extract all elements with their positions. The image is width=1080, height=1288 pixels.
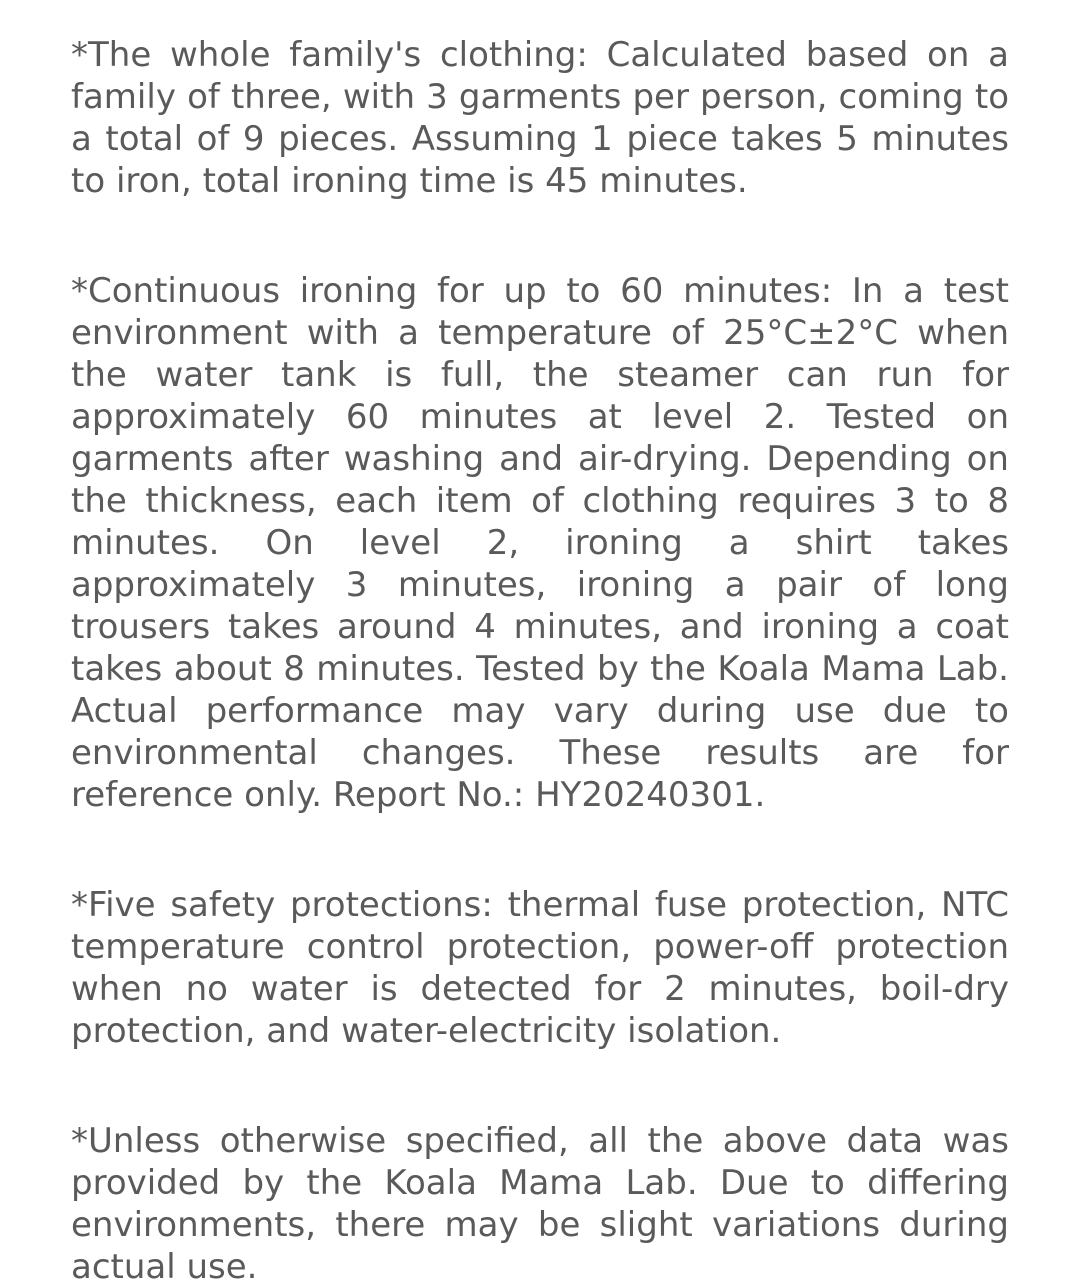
footnote-continuous-ironing: *Continuous ironing for up to 60 minutes: In a test environment with a temperature of 25°C±2°C when the water tank is full, the steamer can run for approximately 60 minutes at level 2. Tested on garments after washing and air-drying. Depending on the thickness, each item of clothing requires 3 to 8 minutes. On level 2, ironing a shirt takes approximately 3 minutes, ironing a pair of long trousers takes around 4 minutes, and ironing a coat takes about 8 minutes. Tested by the Koala Mama Lab. Actual performance may vary during use due to environmental changes. These results are for reference only. Report No.: HY20240301. [71,271,1009,815]
footnotes [71,34,1009,1288]
footnote-data-source: *Unless otherwise specified, all the above data was provided by the Koala Mama Lab. Due to differing environments, there may be slight variations during actual use. [71,1121,1009,1287]
footnote-safety-protections: *Five safety protections: thermal fuse protection, NTC temperature control protection, power-off protection when no water is detected for 2 minutes, boil-dry protection, and water-electricity isolation. [71,885,1009,1051]
footnote-family-clothing: *The whole family's clothing: Calculated based on a family of three, with 3 garments per person, coming to a total of 9 pieces. Assuming 1 piece takes 5 minutes to iron, total ironing time is 45 minutes. [71,35,1009,201]
